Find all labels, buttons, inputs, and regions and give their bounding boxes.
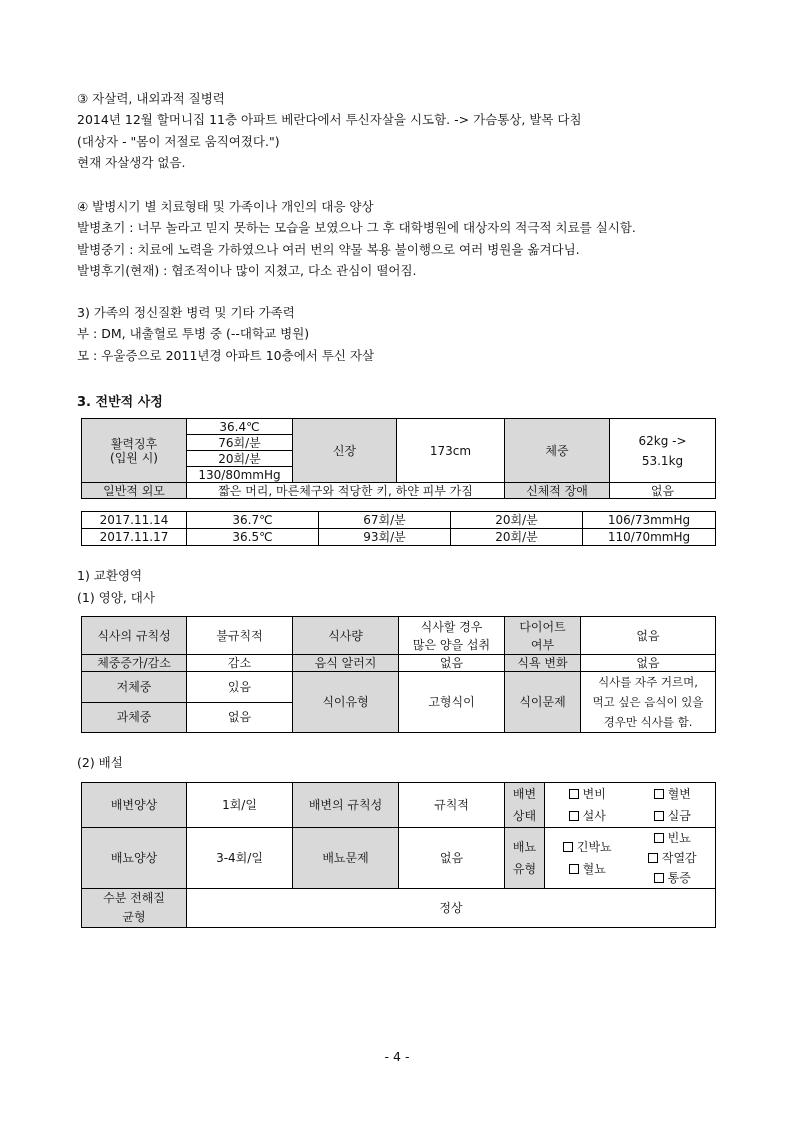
checkbox-icon xyxy=(654,873,664,883)
checkbox-pain[interactable]: 통증 xyxy=(632,868,714,888)
checkbox-icon xyxy=(569,864,579,874)
overweight-value: 없음 xyxy=(187,702,293,733)
urine-problem-value: 없음 xyxy=(399,828,505,889)
checkbox-urgency[interactable]: 긴박뇨 xyxy=(547,836,628,858)
appetite-value: 없음 xyxy=(581,655,716,672)
bowel-state-label: 배변 상태 xyxy=(505,783,545,828)
fluid-balance-value: 정상 xyxy=(187,889,716,928)
amount-value: 식사할 경우 많은 양을 섭취 xyxy=(399,617,505,655)
section-title: ④ 발병시기 별 치료형태 및 가족이나 개인의 대응 양상 xyxy=(77,199,374,214)
table-row: 2017.11.17 36.5℃ 93회/분 20회/분 110/70mmHg xyxy=(82,529,716,546)
checkbox-diarrhea[interactable]: 설사 xyxy=(545,805,630,828)
text-line: 2014년 12월 할머니집 11층 아파트 베란다에서 투신자살을 시도함. -> 가슴통상, 발목 다침 xyxy=(77,112,582,128)
vital-respiration: 20회/분 xyxy=(187,451,293,467)
vital-pulse: 76회/분 xyxy=(187,435,293,451)
checkbox-burning[interactable]: 작열감 xyxy=(632,848,714,868)
regularity-value: 불규칙적 xyxy=(187,617,293,655)
weight-label: 체중 xyxy=(505,419,610,483)
checkbox-icon xyxy=(654,789,664,799)
diet-problem-label: 식이문제 xyxy=(505,672,581,733)
text-line: 모 : 우울증으로 2011년경 아파트 10층에서 투신 자살 xyxy=(77,347,375,363)
bowel-regularity-label: 배변의 규칙성 xyxy=(293,783,399,828)
appetite-label: 식욕 변화 xyxy=(505,655,581,672)
urine-options-left xyxy=(545,828,630,889)
vital-temperature: 36.4℃ xyxy=(187,419,293,435)
disability-value: 없음 xyxy=(610,483,716,499)
section-title: ③ 자살력, 내외과적 질병력 xyxy=(77,91,225,106)
allergy-value: 없음 xyxy=(399,655,505,672)
diet-type-label: 식이유형 xyxy=(293,672,399,733)
diet-type-value: 고형식이 xyxy=(399,672,505,733)
text-line: 발병중기 : 치료에 노력을 가하였으나 여러 번의 약물 복용 불이행으로 여러 병원을 옮겨다님. xyxy=(77,241,580,257)
text-line: 현재 자살생각 없음. xyxy=(77,154,186,170)
urine-pattern-label: 배뇨양상 xyxy=(82,828,187,889)
nutrition-table xyxy=(81,616,716,733)
section-family-history xyxy=(77,302,374,366)
allergy-label: 음식 알러지 xyxy=(293,655,399,672)
weight-change-value: 감소 xyxy=(187,655,293,672)
checkbox-icon xyxy=(569,789,579,799)
table-row: 2017.11.14 36.7℃ 67회/분 20회/분 106/73mmHg xyxy=(82,512,716,529)
section-treatment-phases xyxy=(77,196,636,281)
checkbox-icon xyxy=(648,853,658,863)
nutrition-title: (1) 영양, 대사 xyxy=(77,590,155,605)
disability-label: 신체적 장애 xyxy=(505,483,610,499)
weight-value: 62kg -> 53.1kg xyxy=(610,419,716,483)
urine-options-right xyxy=(630,828,716,889)
checkbox-constipation[interactable]: 변비 xyxy=(545,783,630,806)
bowel-pattern-label: 배변양상 xyxy=(82,783,187,828)
text-line: (대상자 - "몸이 저절로 움직여졌다.") xyxy=(77,133,280,149)
checkbox-bloody-stool[interactable]: 혈변 xyxy=(630,783,716,806)
checkbox-icon xyxy=(654,833,664,843)
bowel-regularity-value: 규칙적 xyxy=(399,783,505,828)
underweight-label: 저체중 xyxy=(82,672,187,703)
text-line: 발병초기 : 너무 놀라고 믿지 못하는 모습을 보였으나 그 후 대학병원에 대상자의 적극적 치료를 실시함. xyxy=(77,220,636,236)
regularity-label: 식사의 규칙성 xyxy=(82,617,187,655)
section-title: 3) 가족의 정신질환 병력 및 기타 가족력 xyxy=(77,305,295,320)
checkbox-fecal-incontinence[interactable]: 실금 xyxy=(630,805,716,828)
page-number: - 4 - xyxy=(384,1049,410,1064)
bowel-pattern-value: 1회/일 xyxy=(187,783,293,828)
urine-problem-label: 배뇨문제 xyxy=(293,828,399,889)
vitals-label: 활력징후 (입원 시) xyxy=(82,419,187,483)
exchange-title: 1) 교환영역 xyxy=(77,568,143,583)
urine-pattern-value: 3-4회/일 xyxy=(187,828,293,889)
underweight-value: 있음 xyxy=(187,672,293,703)
height-value: 173cm xyxy=(397,419,505,483)
checkbox-icon xyxy=(563,842,573,852)
text-line: 부 : DM, 내출혈로 투병 중 (--대학교 병원) xyxy=(77,326,310,342)
general-assessment-heading: 3. 전반적 사정 xyxy=(77,395,163,410)
daily-vitals-table xyxy=(81,511,716,546)
vitals-table xyxy=(81,418,716,499)
diet-value: 없음 xyxy=(581,617,716,655)
height-label: 신장 xyxy=(293,419,397,483)
diet-problem-value: 식사를 자주 거르며, 먹고 싶은 음식이 있을 경우만 식사를 함. xyxy=(581,672,716,733)
diet-label: 다이어트 여부 xyxy=(505,617,581,655)
fluid-balance-label: 수분 전해질 균형 xyxy=(82,889,187,928)
checkbox-hematuria[interactable]: 혈뇨 xyxy=(547,858,628,880)
overweight-label: 과체중 xyxy=(82,702,187,733)
vital-blood-pressure: 130/80mmHg xyxy=(187,467,293,483)
urine-type-label: 배뇨 유형 xyxy=(505,828,545,889)
checkbox-icon xyxy=(569,811,579,821)
amount-label: 식사량 xyxy=(293,617,399,655)
excretion-title: (2) 배설 xyxy=(77,755,123,770)
section-suicide-history xyxy=(77,88,582,173)
excretion-table xyxy=(81,782,716,928)
checkbox-icon xyxy=(654,811,664,821)
checkbox-frequency[interactable]: 빈뇨 xyxy=(632,828,714,848)
text-line: 발병후기(현재) : 협조적이나 많이 지쳤고, 다소 관심이 떨어짐. xyxy=(77,262,417,278)
appearance-label: 일반적 외모 xyxy=(82,483,187,499)
appearance-value: 짧은 머리, 마른체구와 적당한 키, 하얀 피부 가짐 xyxy=(187,483,505,499)
weight-change-label: 체중증가/감소 xyxy=(82,655,187,672)
